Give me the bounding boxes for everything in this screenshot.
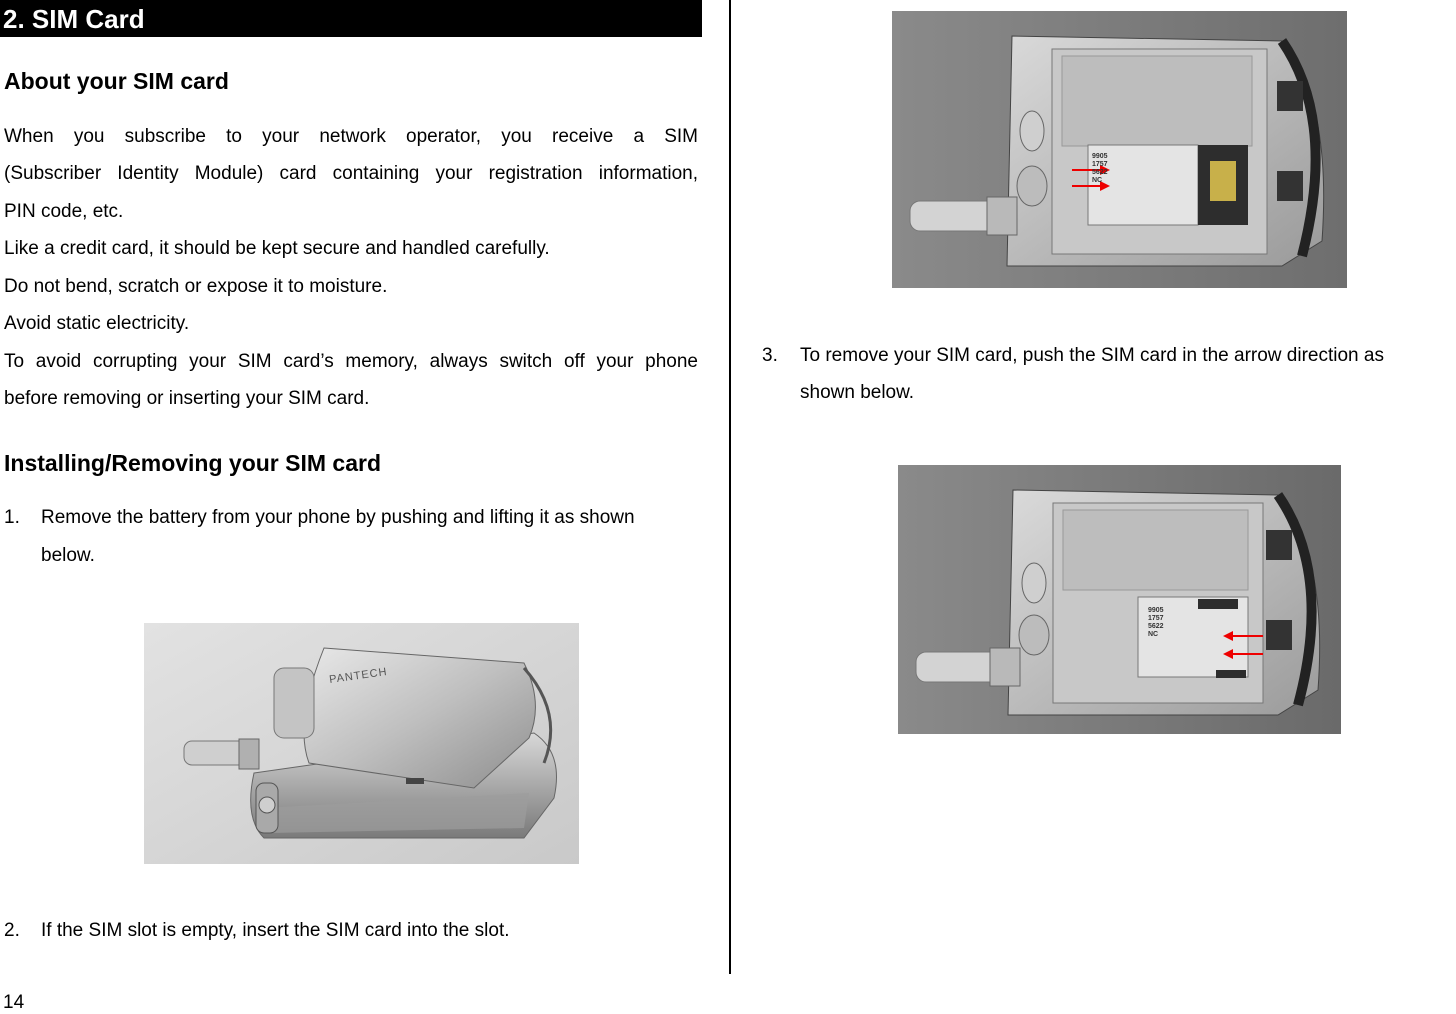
about-line-static: Avoid static electricity. (4, 313, 190, 334)
sim-inserted-photo (892, 11, 1347, 288)
step-3-text-line-1: To remove your SIM card, push the SIM card in the arrow direction as (800, 345, 1384, 366)
step-1-number: 1. (4, 507, 20, 528)
battery-removal-photo (144, 623, 579, 864)
sim-card-label-2: 9905 1757 5622 NC (1148, 607, 1164, 638)
sim-removal-photo (898, 465, 1341, 734)
step-2-text: If the SIM slot is empty, insert the SIM card into the slot. (41, 920, 510, 941)
about-paragraph-line-3: PIN code, etc. (4, 201, 124, 222)
section-title: 2. SIM Card (3, 4, 145, 34)
step-1-text-line-1: Remove the battery from your phone by pushing and lifting it as shown (41, 507, 635, 528)
step-1-text-line-2: below. (41, 545, 95, 566)
about-sim-heading: About your SIM card (4, 68, 229, 94)
about-line-credit-card: Like a credit card, it should be kept secure and handled carefully. (4, 238, 550, 259)
about-line-corrupting-1: To avoid corrupting your SIM card’s memory, always switch off your phone (4, 351, 698, 372)
about-paragraph-line-1: When you subscribe to your network operator, you receive a SIM (4, 126, 698, 147)
about-line-do-not-bend: Do not bend, scratch or expose it to moisture. (4, 276, 388, 297)
brand-logo: PANTECH (328, 665, 389, 687)
step-3-text-line-2: shown below. (800, 382, 915, 403)
about-paragraph-line-2: (Subscriber Identity Module) card containing your registration information, (4, 163, 698, 184)
installing-heading: Installing/Removing your SIM card (4, 450, 382, 476)
step-3-number: 3. (762, 345, 778, 366)
column-divider (729, 0, 731, 974)
about-line-corrupting-2: before removing or inserting your SIM card. (4, 388, 370, 409)
step-2-number: 2. (4, 920, 20, 941)
section-title-bar (0, 0, 702, 37)
sim-card-label-1: 9905 1757 5622 NC (1092, 153, 1108, 184)
page-number: 14 (3, 992, 25, 1013)
